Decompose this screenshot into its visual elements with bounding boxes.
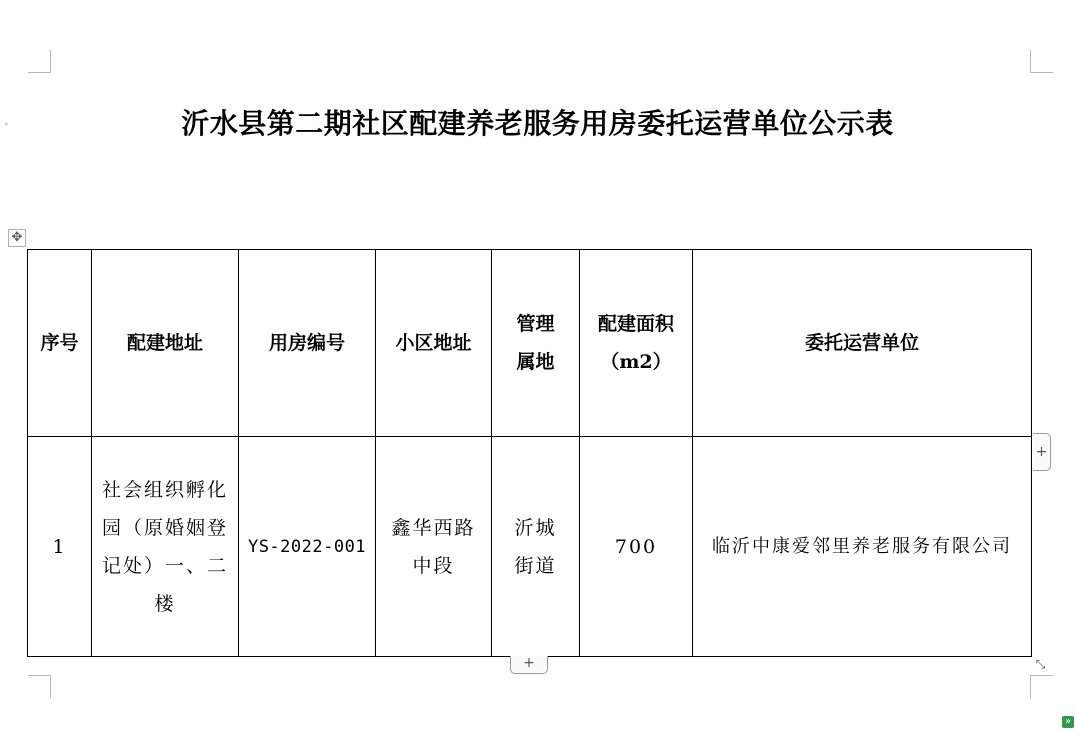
header-community[interactable]: 小区地址 — [376, 250, 492, 437]
page-corner-bottom-right — [1030, 675, 1053, 698]
page-corner-top-right — [1030, 50, 1053, 73]
cell-mgmt-text: 沂城街道 — [514, 516, 557, 577]
header-operator[interactable]: 委托运营单位 — [693, 250, 1032, 437]
cell-seq[interactable]: 1 — [28, 437, 92, 657]
cell-address-text: 社会组织孵化园（原婚姻登记处）一、二楼 — [101, 478, 228, 615]
add-column-icon[interactable]: + — [1033, 433, 1051, 471]
page-corner-bottom-left — [28, 675, 51, 698]
header-area-line2: （m2） — [600, 351, 672, 373]
header-address[interactable]: 配建地址 — [92, 250, 239, 437]
cell-area[interactable]: 700 — [580, 437, 693, 657]
cell-address[interactable] — [92, 437, 239, 657]
cell-room-no[interactable]: YS-2022-001 — [239, 437, 376, 657]
cell-mgmt[interactable] — [492, 437, 580, 657]
table-move-icon[interactable]: ✥ — [8, 229, 26, 247]
paragraph-marker-icon: ⌄ — [3, 118, 10, 127]
header-mgmt-line1: 管理 — [516, 313, 555, 335]
header-area[interactable] — [580, 250, 693, 437]
table-header-row — [28, 250, 1032, 437]
header-mgmt[interactable] — [492, 250, 580, 437]
add-row-icon[interactable]: + — [510, 656, 548, 674]
header-area-line1: 配建面积 — [597, 313, 674, 335]
table-resize-icon[interactable]: ⤡ — [1035, 657, 1046, 671]
announcement-table[interactable] — [27, 249, 1032, 657]
cell-community-text: 鑫华西路中段 — [391, 516, 476, 577]
cell-community[interactable] — [376, 437, 492, 657]
page-corner-top-left — [28, 50, 51, 73]
header-mgmt-line2: 属地 — [516, 351, 555, 373]
document-title[interactable]: 沂水县第二期社区配建养老服务用房委托运营单位公示表 — [181, 107, 894, 140]
header-room-no[interactable]: 用房编号 — [239, 250, 376, 437]
cell-operator[interactable]: 临沂中康爱邻里养老服务有限公司 — [693, 437, 1032, 657]
table-row — [28, 437, 1032, 657]
header-seq[interactable]: 序号 — [28, 250, 92, 437]
status-indicator-icon[interactable]: » — [1062, 716, 1074, 728]
